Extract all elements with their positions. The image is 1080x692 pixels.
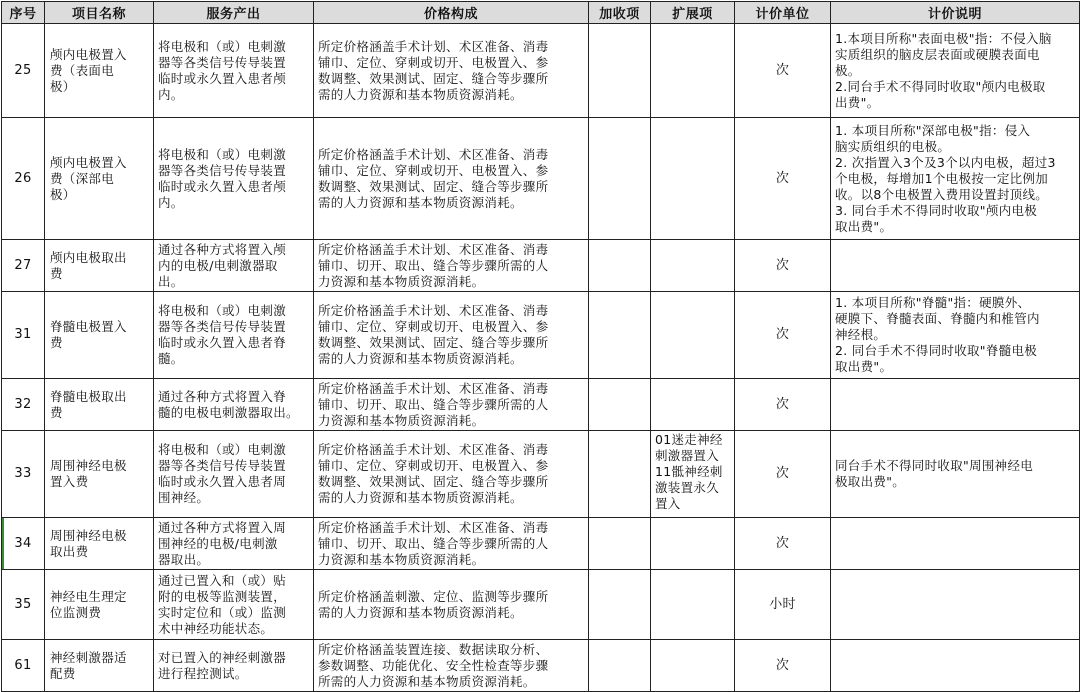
row-item-name-line: 费 <box>50 265 63 281</box>
row-price-composition <box>314 379 589 431</box>
row-price-composition-line: 所定价格涵盖手术计划、术区准备、消毒 <box>318 146 549 162</box>
row-item-name-line: 费 <box>50 335 63 350</box>
row-item-name-line: 费（表面电 <box>50 62 115 78</box>
row-addon <box>589 570 651 640</box>
row-service-output-line: 围神经。 <box>158 490 210 505</box>
row-price-composition-line: 力资源和基本物质资源消耗。 <box>318 551 485 567</box>
row-unit: 次 <box>735 640 831 692</box>
row-service-output-line: 器等各类信号传导装置 <box>158 458 287 473</box>
row-seq: 25 <box>2 24 45 118</box>
row-service-output-line: 临时或永久置入患者脊 <box>158 335 287 350</box>
row-extension <box>651 24 735 118</box>
row-service-output <box>154 379 314 431</box>
row-unit: 次 <box>735 118 831 240</box>
row-price-composition <box>314 431 589 518</box>
row-item-name-line: 神经刺激器适 <box>50 649 127 665</box>
row-extension-line: 激装置永久 <box>655 480 720 495</box>
header-addon: 加收项 <box>589 2 651 24</box>
row-service-output-line: 将电极和（或）电刺激 <box>158 146 287 162</box>
row-item-name-line: 费（深部电 <box>50 170 115 186</box>
row-price-composition-line: 所定价格涵盖手术计划、术区准备、消毒 <box>318 303 549 318</box>
row-pricing-note-line: 硬膜下、脊髓表面、脊髓内和椎管内 <box>835 311 1040 326</box>
row-pricing-note <box>831 431 1080 518</box>
row-item-name-line: 颅内电极置入 <box>50 154 127 170</box>
row-pricing-note-line: 脑实质组织的电极。 <box>835 138 951 154</box>
row-price-composition-line: 所定价格涵盖手术计划、术区准备、消毒 <box>318 38 549 54</box>
row-item-name <box>45 431 154 518</box>
row-item-name <box>45 640 154 692</box>
table-row <box>2 431 1080 518</box>
row-service-output-line: 临时或永久置入患者颅 <box>158 70 287 86</box>
row-price-composition-line: 需的人力资源和基本物质资源消耗。 <box>318 86 523 102</box>
row-price-composition-line: 所定价格涵盖手术计划、术区准备、消毒 <box>318 241 549 257</box>
row-price-composition-line: 铺巾、切开、取出、缝合等步骤所需的人 <box>318 257 549 273</box>
header-price: 价格构成 <box>314 2 589 24</box>
row-unit: 小时 <box>735 570 831 640</box>
row-price-composition-line: 铺巾、切开、取出、缝合等步骤所需的人 <box>318 396 549 412</box>
row-unit: 次 <box>735 240 831 292</box>
row-service-output-line: 对已置入的神经刺激器 <box>158 649 287 665</box>
row-pricing-note-line: 取出费"。 <box>835 359 893 374</box>
row-service-output-line: 通过各种方式将置入脊 <box>158 388 287 404</box>
row-addon <box>589 118 651 240</box>
row-item-name <box>45 24 154 118</box>
row-price-composition-line: 所定价格涵盖手术计划、术区准备、消毒 <box>318 380 549 396</box>
row-pricing-note-line: 2. 同台手术不得同时收取"脊髓电极 <box>835 343 1038 358</box>
row-unit: 次 <box>735 292 831 379</box>
row-pricing-note-line: 1. 本项目所称"深部电极"指：侵入 <box>835 122 1031 138</box>
row-pricing-note-line: 个电极，每增加1个电极按一定比例加 <box>835 170 1049 186</box>
row-service-output-line: 将电极和（或）电刺激 <box>158 303 287 318</box>
row-addon <box>589 640 651 692</box>
row-price-composition-line: 参数调整、功能优化、安全性检查等步骤 <box>318 657 549 673</box>
row-unit: 次 <box>735 24 831 118</box>
row-price-composition-line: 需的人力资源和基本物质资源消耗。 <box>318 490 523 505</box>
row-pricing-note-line: 实质组织的脑皮层表面或硬膜表面电 <box>835 46 1040 62</box>
row-price-composition <box>314 240 589 292</box>
row-extension <box>651 240 735 292</box>
row-seq: 61 <box>2 640 45 692</box>
row-price-composition-line: 铺巾、切开、取出、缝合等步骤所需的人 <box>318 535 549 551</box>
header-row <box>2 2 1080 24</box>
row-service-output <box>154 431 314 518</box>
row-price-composition-line: 所需的人力资源和基本物质资源消耗。 <box>318 673 536 689</box>
row-seq: 33 <box>2 431 45 518</box>
row-price-composition-line: 铺巾、定位、穿刺或切开、电极置入、参 <box>318 458 549 473</box>
row-service-output-line: 器等各类信号传导装置 <box>158 319 287 334</box>
row-service-output-line: 附的电极等监测装置， <box>158 588 287 604</box>
row-service-output-line: 通过各种方式将置入周 <box>158 519 287 535</box>
row-service-output-line: 实时定位和（或）监测 <box>158 604 287 620</box>
row-extension <box>651 570 735 640</box>
table-row <box>2 292 1080 379</box>
row-pricing-note <box>831 518 1080 570</box>
header-ext: 扩展项 <box>651 2 735 24</box>
row-item-name-line: 周围神经电极 <box>50 527 127 543</box>
row-item-name-line: 置入费 <box>50 474 89 489</box>
table-row <box>2 24 1080 118</box>
row-price-composition-line: 所定价格涵盖手术计划、术区准备、消毒 <box>318 442 549 457</box>
row-price-composition-line: 铺巾、定位、穿刺或切开、电极置入、参 <box>318 162 549 178</box>
row-service-output <box>154 240 314 292</box>
row-service-output-line: 内。 <box>158 86 184 102</box>
row-extension <box>651 431 735 518</box>
row-item-name-line: 配费 <box>50 665 76 681</box>
header-note: 计价说明 <box>831 2 1080 24</box>
table-row <box>2 570 1080 640</box>
row-price-composition-line: 力资源和基本物质资源消耗。 <box>318 412 485 428</box>
row-pricing-note-line: 取出费"。 <box>835 218 893 234</box>
row-seq: 31 <box>2 292 45 379</box>
row-service-output-line: 通过已置入和（或）贴 <box>158 572 287 588</box>
header-unit: 计价单位 <box>735 2 831 24</box>
row-pricing-note <box>831 24 1080 118</box>
row-price-composition-line: 铺巾、定位、穿刺或切开、电极置入、参 <box>318 54 549 70</box>
row-item-name <box>45 292 154 379</box>
row-service-output-line: 器等各类信号传导装置 <box>158 162 287 178</box>
row-item-name-line: 脊髓电极置入 <box>50 319 127 334</box>
row-price-composition <box>314 570 589 640</box>
row-service-output-line: 将电极和（或）电刺激 <box>158 442 287 457</box>
table-row <box>2 118 1080 240</box>
row-price-composition-line: 数调整、效果测试、固定、缝合等步骤所 <box>318 178 549 194</box>
row-addon <box>589 24 651 118</box>
row-item-name-line: 神经电生理定 <box>50 588 127 604</box>
row-pricing-note-line: 1.本项目所称"表面电极"指：不侵入脑 <box>835 30 1052 46</box>
row-extension-line: 11骶神经刺 <box>655 464 723 479</box>
row-service-output-line: 髓。 <box>158 351 184 366</box>
row-service-output <box>154 118 314 240</box>
row-seq: 27 <box>2 240 45 292</box>
row-price-composition-line: 铺巾、定位、穿刺或切开、电极置入、参 <box>318 319 549 334</box>
row-pricing-note <box>831 292 1080 379</box>
row-item-name-line: 取出费 <box>50 543 89 559</box>
row-pricing-note-line: 收。以8个电极置入费用设置封顶线。 <box>835 186 1049 202</box>
row-price-composition <box>314 292 589 379</box>
row-item-name-line: 极） <box>50 186 76 202</box>
row-service-output-line: 通过各种方式将置入颅 <box>158 241 287 257</box>
row-extension <box>651 292 735 379</box>
row-item-name-line: 费 <box>50 404 63 420</box>
row-price-composition-line: 数调整、效果测试、固定、缝合等步骤所 <box>318 70 549 86</box>
table-row <box>2 379 1080 431</box>
row-price-composition <box>314 24 589 118</box>
row-service-output-line: 围神经的电极/电刺激 <box>158 535 278 551</box>
row-unit: 次 <box>735 431 831 518</box>
row-extension <box>651 379 735 431</box>
row-item-name-line: 位监测费 <box>50 604 102 620</box>
table-row <box>2 640 1080 692</box>
row-extension <box>651 518 735 570</box>
row-service-output-line: 术中神经功能状态。 <box>158 620 274 636</box>
table-row <box>2 240 1080 292</box>
row-service-output <box>154 292 314 379</box>
row-service-output-line: 髓的电极电刺激器取出。 <box>158 404 299 420</box>
row-pricing-note <box>831 379 1080 431</box>
row-service-output-line: 进行程控测试。 <box>158 665 248 681</box>
row-service-output-line: 将电极和（或）电刺激 <box>158 38 287 54</box>
row-extension-line: 01迷走神经 <box>655 432 723 447</box>
row-item-name-line: 周围神经电极 <box>50 458 127 473</box>
row-addon <box>589 292 651 379</box>
row-pricing-note-line: 极取出费"。 <box>835 474 906 489</box>
row-service-output <box>154 640 314 692</box>
row-addon <box>589 379 651 431</box>
row-pricing-note-line: 1. 本项目所称"脊髓"指：硬膜外、 <box>835 295 1031 310</box>
row-addon <box>589 431 651 518</box>
pricing-table-sheet <box>1 1 1079 690</box>
row-price-composition <box>314 118 589 240</box>
row-price-composition-line: 数调整、效果测试、固定、缝合等步骤所 <box>318 474 549 489</box>
row-pricing-note-line: 3. 同台手术不得同时收取"颅内电极 <box>835 202 1038 218</box>
row-price-composition-line: 力资源和基本物质资源消耗。 <box>318 273 485 289</box>
row-price-composition-line: 需的人力资源和基本物质资源消耗。 <box>318 194 523 210</box>
row-price-composition <box>314 640 589 692</box>
header-output: 服务产出 <box>154 2 314 24</box>
row-item-name-line: 颅内电极置入 <box>50 46 127 62</box>
row-extension <box>651 640 735 692</box>
row-addon <box>589 240 651 292</box>
row-unit: 次 <box>735 379 831 431</box>
row-price-composition-line: 数调整、效果测试、固定、缝合等步骤所 <box>318 335 549 350</box>
row-pricing-note <box>831 240 1080 292</box>
row-item-name-line: 极） <box>50 78 76 94</box>
row-addon <box>589 518 651 570</box>
row-service-output-line: 器等各类信号传导装置 <box>158 54 287 70</box>
row-service-output-line: 内的电极/电刺激器取 <box>158 257 278 273</box>
row-pricing-note-line: 出费"。 <box>835 94 880 110</box>
row-service-output <box>154 570 314 640</box>
row-item-name <box>45 570 154 640</box>
row-extension <box>651 118 735 240</box>
pricing-table <box>1 1 1080 692</box>
row-item-name-line: 颅内电极取出 <box>50 249 127 265</box>
row-service-output-line: 临时或永久置入患者周 <box>158 474 287 489</box>
row-pricing-note-line: 神经根。 <box>835 327 887 342</box>
header-name: 项目名称 <box>45 2 154 24</box>
row-service-output-line: 临时或永久置入患者颅 <box>158 178 287 194</box>
row-service-output-line: 内。 <box>158 194 184 210</box>
row-service-output <box>154 24 314 118</box>
row-seq: 34 <box>2 518 45 570</box>
row-price-composition <box>314 518 589 570</box>
row-price-composition-line: 所定价格涵盖刺激、定位、监测等步骤所 <box>318 588 549 604</box>
row-service-output <box>154 518 314 570</box>
row-pricing-note <box>831 640 1080 692</box>
row-item-name <box>45 240 154 292</box>
header-seq: 序号 <box>2 2 45 24</box>
row-extension-line: 刺激器置入 <box>655 448 720 463</box>
row-item-name-line: 脊髓电极取出 <box>50 388 127 404</box>
row-unit: 次 <box>735 518 831 570</box>
row-pricing-note-line: 2. 次指置入3个及3个以内电极，超过3 <box>835 154 1056 170</box>
row-pricing-note <box>831 118 1080 240</box>
row-seq: 26 <box>2 118 45 240</box>
table-row <box>2 518 1080 570</box>
row-pricing-note-line: 2.同台手术不得同时收取"颅内电极取 <box>835 78 1046 94</box>
row-seq: 35 <box>2 570 45 640</box>
row-price-composition-line: 需的人力资源和基本物质资源消耗。 <box>318 351 523 366</box>
row-price-composition-line: 所定价格涵盖手术计划、术区准备、消毒 <box>318 519 549 535</box>
row-price-composition-line: 需的人力资源和基本物质资源消耗。 <box>318 604 523 620</box>
row-pricing-note-line: 同台手术不得同时收取"周围神经电 <box>835 458 1034 473</box>
row-price-composition-line: 所定价格涵盖装置连接、数据读取分析、 <box>318 641 549 657</box>
row-item-name <box>45 518 154 570</box>
row-pricing-note <box>831 570 1080 640</box>
row-service-output-line: 器取出。 <box>158 551 210 567</box>
row-extension-line: 置入 <box>655 496 681 511</box>
row-service-output-line: 出。 <box>158 273 184 289</box>
table-body <box>2 24 1080 692</box>
row-pricing-note-line: 极。 <box>835 62 861 78</box>
row-item-name <box>45 379 154 431</box>
row-seq: 32 <box>2 379 45 431</box>
row-item-name <box>45 118 154 240</box>
